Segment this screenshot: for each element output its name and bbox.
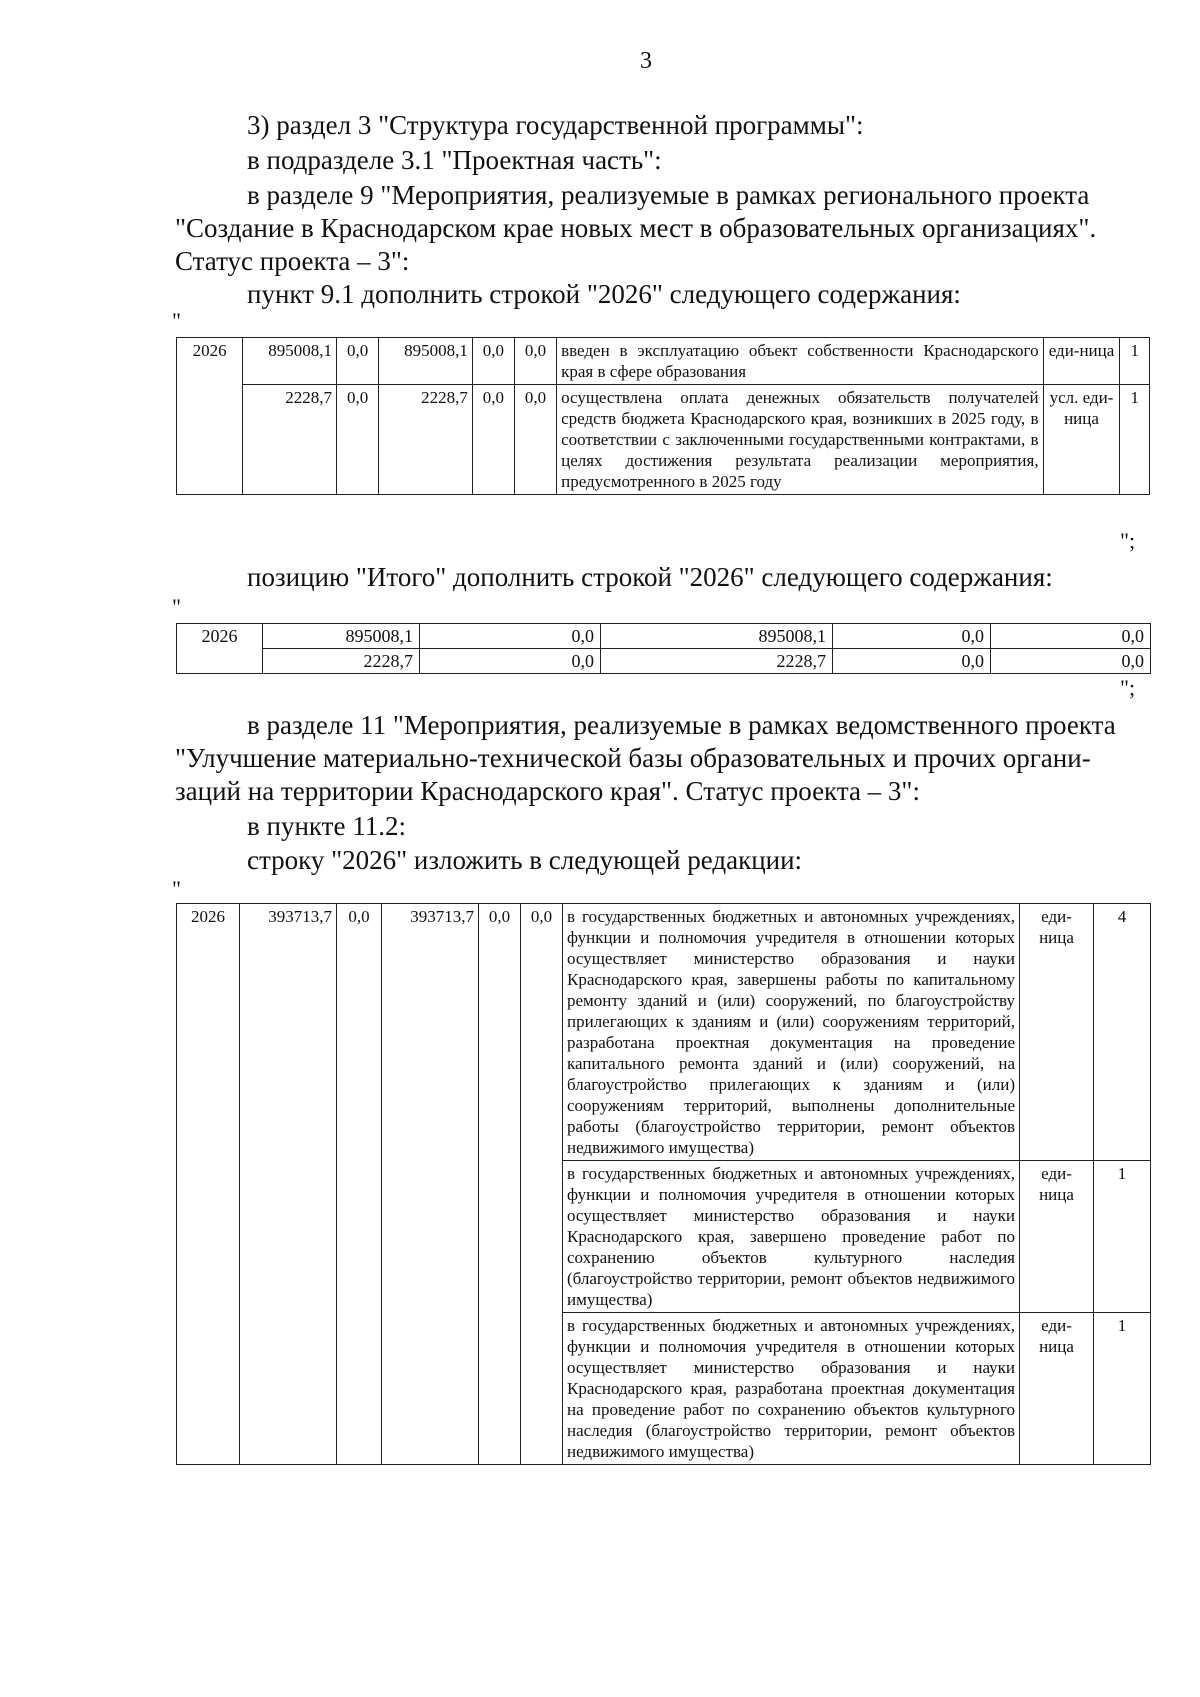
itogo-instruction: позицию "Итого" дополнить строкой "2026" следующего содержания: (247, 562, 1053, 592)
section-heading: 3) раздел 3 "Структура государственной программы": (247, 110, 864, 140)
amount-cell: 0,0 (833, 649, 991, 674)
close-quote: "; (1120, 675, 1136, 700)
section9-line2: "Создание в Краснодарском крае новых мест в образовательных организациях". (175, 213, 1097, 243)
amount-cell: 895008,1 (263, 624, 420, 649)
unit-cell: еди-ница (1020, 1313, 1094, 1465)
unit-cell: еди-ница (1043, 338, 1120, 385)
amount-cell: 0,0 (833, 624, 991, 649)
result-description: в государственных бюджетных и автономных учреждениях, функции и полномочия учредителя в отношении которых осуществляет министерство образования и науки Краснодарского края, разработана проектная документация на проведение работ по сохранению объектов культурного наследия (благоустройство территории, ремонт объектов недвижимого имущества) (563, 1313, 1020, 1465)
section11-line3: заций на территории Краснодарского края". Статус проекта – 3": (175, 776, 920, 806)
value-cell: 1 (1094, 1313, 1151, 1465)
result-description: в государственных бюджетных и автономных учреждениях, функции и полномочия учредителя в отношении которых осуществляет министерство образования и науки Краснодарского края, завершено проведение работ по сохранению объектов культурного наследия (благоустройство территории, ремонт объектов недвижимого имущества) (563, 1161, 1020, 1313)
table-row (177, 624, 1151, 649)
close-quote: "; (1120, 528, 1136, 553)
section9-line3: Статус проекта – 3": (175, 246, 410, 276)
amount-cell: 393713,7 (240, 904, 337, 1465)
open-quote: " (172, 876, 181, 901)
table-row (177, 338, 1150, 385)
unit-cell: еди-ница (1020, 904, 1094, 1161)
table-row (177, 649, 1151, 674)
table-row (177, 904, 1151, 1161)
amount-cell: 0,0 (514, 338, 556, 385)
amount-cell: 0,0 (337, 385, 379, 495)
amount-cell: 2228,7 (601, 649, 833, 674)
amount-cell: 895008,1 (601, 624, 833, 649)
amount-cell: 0,0 (521, 904, 563, 1465)
value-cell: 1 (1094, 1161, 1151, 1313)
page-number: 3 (640, 48, 652, 74)
table-itogo-addition (176, 623, 1151, 674)
amount-cell: 0,0 (420, 649, 601, 674)
result-description: осуществлена оплата денежных обязательств получателей средств бюджета Краснодарского края, возникших в 2025 году, в соответствии с заключенными государственными контрактами, в целях достижения результата реализации мероприятия, предусмотренного в 2025 году (557, 385, 1043, 495)
value-cell: 4 (1094, 904, 1151, 1161)
amount-cell: 0,0 (420, 624, 601, 649)
result-description: введен в эксплуатацию объект собственности Краснодарского края в сфере образования (557, 338, 1043, 385)
amount-cell: 0,0 (514, 385, 556, 495)
year-cell: 2026 (177, 624, 263, 674)
subsection-heading: в подразделе 3.1 "Проектная часть": (247, 145, 662, 175)
section11-line2: "Улучшение материально-технической базы образовательных и прочих органи- (175, 743, 1091, 773)
item112-heading: в пункте 11.2: (247, 811, 406, 841)
section9-line1: в разделе 9 "Мероприятия, реализуемые в рамках регионального проекта (247, 180, 1090, 210)
amount-cell: 0,0 (472, 385, 514, 495)
item91-instruction: пункт 9.1 дополнить строкой "2026" следующего содержания: (247, 279, 961, 309)
year-cell: 2026 (177, 338, 243, 495)
table-9-1-addition (176, 337, 1150, 495)
amount-cell: 0,0 (479, 904, 521, 1465)
open-quote: " (172, 308, 181, 333)
amount-cell: 2228,7 (379, 385, 473, 495)
open-quote: " (172, 594, 181, 619)
amount-cell: 2228,7 (243, 385, 337, 495)
table-row (177, 385, 1150, 495)
section11-line1: в разделе 11 "Мероприятия, реализуемые в рамках ведомственного проекта (247, 710, 1116, 740)
table-11-2-row (176, 903, 1151, 1465)
amount-cell: 393713,7 (382, 904, 479, 1465)
amount-cell: 0,0 (991, 649, 1151, 674)
value-cell: 1 (1120, 385, 1150, 495)
row2026-instruction: строку "2026" изложить в следующей редакции: (247, 845, 803, 875)
amount-cell: 2228,7 (263, 649, 420, 674)
amount-cell: 895008,1 (379, 338, 473, 385)
value-cell: 1 (1120, 338, 1150, 385)
amount-cell: 0,0 (472, 338, 514, 385)
amount-cell: 0,0 (991, 624, 1151, 649)
year-cell: 2026 (177, 904, 240, 1465)
unit-cell: усл. еди-ница (1043, 385, 1120, 495)
result-description: в государственных бюджетных и автономных учреждениях, функции и полномочия учредителя в отношении которых осуществляет министерство образования и науки Краснодарского края, завершены работы по капитальному ремонту зданий и (или) сооружений, по благоустройству прилегающих к зданиям и (или) сооружениям территорий, разработана проектная документация на проведение капитального ремонта зданий и (или) сооружений, на благоустройство прилегающих к зданиям и (или) сооружениям территорий, выполнены дополнительные работы (благоустройство территории, ремонт объектов недвижимого имущества) (563, 904, 1020, 1161)
unit-cell: еди-ница (1020, 1161, 1094, 1313)
amount-cell: 895008,1 (243, 338, 337, 385)
amount-cell: 0,0 (337, 904, 382, 1465)
amount-cell: 0,0 (337, 338, 379, 385)
